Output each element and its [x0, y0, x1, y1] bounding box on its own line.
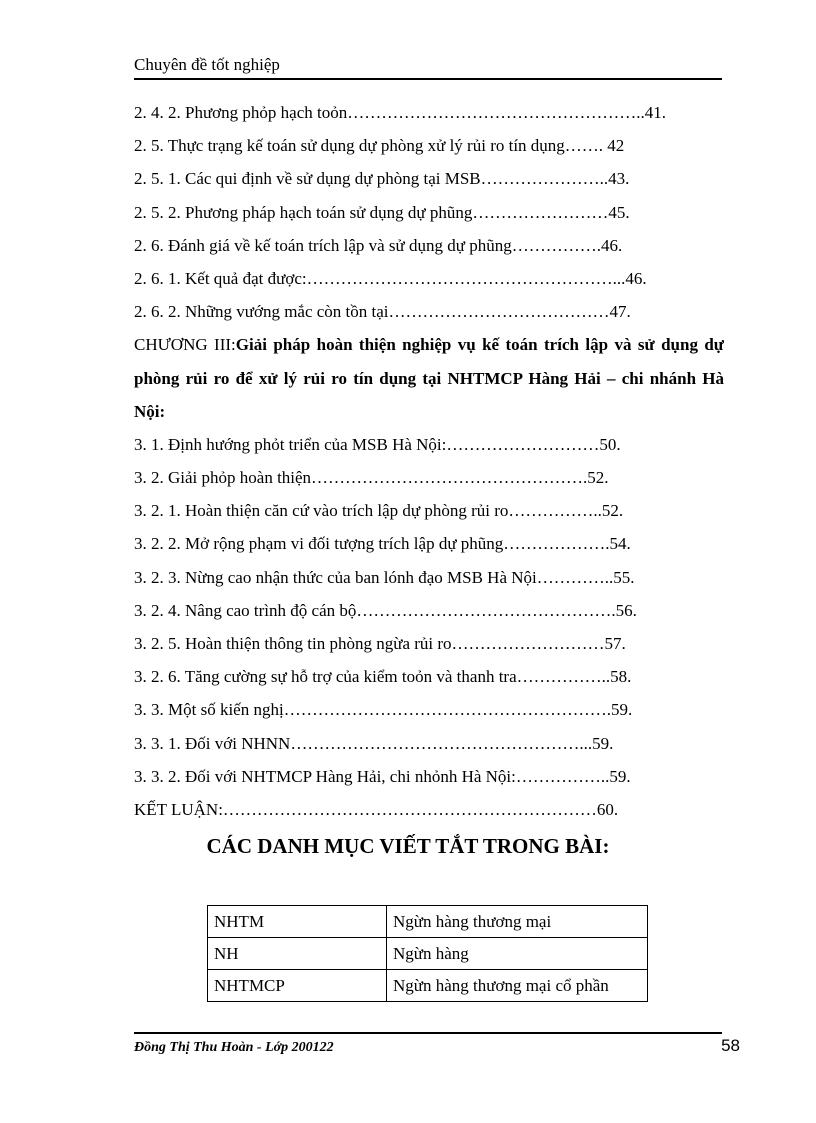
meaning-cell: Ngừn hàng thương mại cổ phần	[387, 970, 648, 1002]
abbr-cell: NH	[208, 938, 387, 970]
footer-rule	[134, 1032, 722, 1034]
toc-line: 3. 2. 5. Hoàn thiện thông tin phòng ngừa rủi ro………………………57.	[134, 634, 626, 654]
abbr-cell: NHTMCP	[208, 970, 387, 1002]
toc-line: 3. 3. Một số kiến nghị………………………………………………….59.	[134, 700, 633, 720]
toc-line: 3. 2. 2. Mở rộng phạm vi đối tượng trích lập dự phũng……………….54.	[134, 534, 631, 554]
chapter-title: Giải pháp hoàn thiện nghiệp vụ kế toán trích lập và sử dụng dự phòng rủi ro để xử lý rủi ro tín dụng tại NHTMCP Hàng Hải – chi nhánh Hà Nội:	[134, 335, 724, 421]
toc-line: 2. 5. 1. Các qui định về sử dụng dự phòng tại MSB…………………..43.	[134, 169, 630, 189]
toc-line: 2. 6. 2. Những vướng mắc còn tồn tại…………………………………47.	[134, 302, 631, 322]
toc-line: KẾT LUẬN:…………………………………………………………60.	[134, 799, 619, 819]
abbreviations-title: CÁC DANH MỤC VIẾT TẮT TRONG BÀI:	[206, 834, 610, 858]
abbr-cell: NHTM	[208, 906, 387, 938]
table-row	[208, 970, 648, 1002]
table-row	[208, 938, 648, 970]
toc-line: 2. 5. 2. Phương pháp hạch toán sử dụng dự phũng……………………45.	[134, 202, 630, 222]
toc-line: 3. 2. 1. Hoàn thiện căn cứ vào trích lập dự phòng rủi ro……………..52.	[134, 501, 624, 521]
toc-line: 2. 5. Thực trạng kế toán sử dụng dự phòng xử lý rủi ro tín dụng……. 42	[134, 136, 625, 156]
table-of-contents	[134, 96, 724, 826]
chapter-prefix: CHƯƠNG III:	[134, 335, 236, 355]
toc-line: 2. 6. Đánh giá về kế toán trích lập và sử dụng dự phũng…………….46.	[134, 235, 623, 255]
toc-line: 3. 2. 4. Nâng cao trình độ cán bộ……………………………………….56.	[134, 600, 637, 620]
footer-author: Đồng Thị Thu Hoàn - Lớp 200122	[134, 1040, 334, 1055]
meaning-cell: Ngừn hàng	[387, 938, 648, 970]
page-header	[134, 52, 722, 80]
toc-line: 3. 2. 3. Nừng cao nhận thức của ban lónh đạo MSB Hà Nội…………..55.	[134, 567, 635, 587]
toc-line: 3. 2. 6. Tăng cường sự hỗ trợ của kiểm toỏn và thanh tra……………..58.	[134, 667, 632, 687]
toc-line: 3. 3. 1. Đối với NHNN……………………………………………...59.	[134, 733, 614, 753]
abbreviations-table	[207, 905, 648, 1002]
meaning-cell: Ngừn hàng thương mại	[387, 906, 648, 938]
header-title: Chuyên đề tốt nghiệp	[134, 55, 280, 74]
page-number: 58	[721, 1036, 740, 1055]
table-row	[208, 906, 648, 938]
toc-chapter-heading	[134, 328, 724, 428]
toc-line: 3. 2. Giải phỏp hoàn thiện………………………………………….52.	[134, 468, 609, 488]
toc-line: 2. 6. 1. Kết quả đạt được:………………………………………………...46.	[134, 268, 647, 288]
toc-line: 3. 3. 2. Đối với NHTMCP Hàng Hải, chi nhỏnh Hà Nội:……………..59.	[134, 766, 631, 786]
toc-line: 2. 4. 2. Phương phỏp hạch toỏn……………………………………………..41.	[134, 103, 666, 122]
toc-line: 3. 1. Định hướng phỏt triển của MSB Hà Nội:………………………50.	[134, 434, 621, 454]
